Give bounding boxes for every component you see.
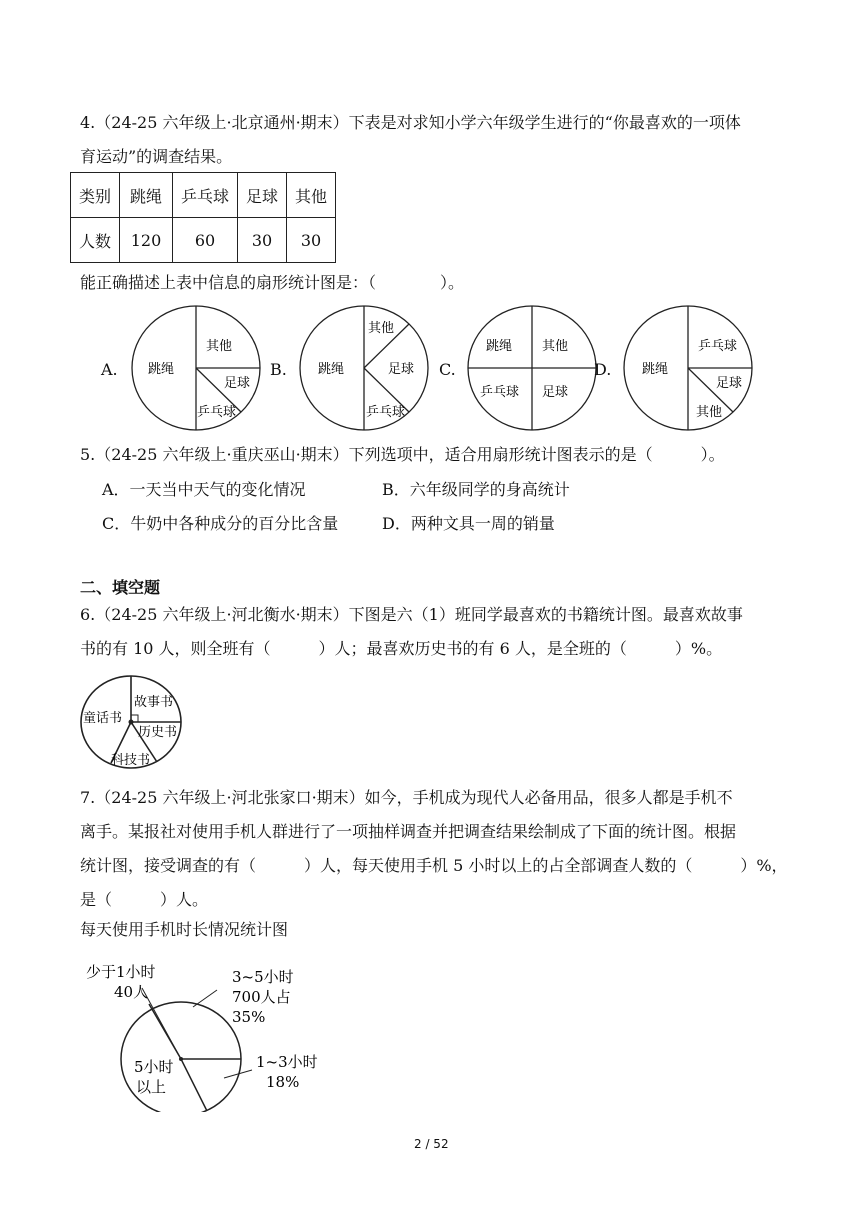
q5-option-d[interactable]: D．两种文具一周的销量: [382, 514, 555, 533]
table-cell: 120: [120, 218, 173, 263]
pie-label: 跳绳: [318, 362, 345, 377]
table-cell: 跳绳: [120, 173, 173, 218]
table-cell: 60: [173, 218, 238, 263]
q7-line1: 7.（24-25 六年级上·河北张家口·期末）如今，手机成为现代人必备用品，很多人都是手机不: [80, 788, 733, 807]
chart-label: 18%: [266, 1073, 300, 1091]
pie-label: 跳绳: [486, 339, 513, 354]
q7-line4: 是（ ）人。: [80, 890, 209, 909]
pie-label: 历史书: [138, 725, 178, 740]
chart-label: 5小时: [134, 1058, 174, 1076]
option-b-letter[interactable]: B.: [270, 360, 287, 379]
option-d-pie[interactable]: [622, 304, 756, 432]
q7-line3: 统计图，接受调查的有（ ）人，每天使用手机 5 小时以上的占全部调查人数的（ ）%，: [80, 856, 788, 875]
q6-line1: 6.（24-25 六年级上·河北衡水·期末）下图是六（1）班同学最喜欢的书籍统计图。最喜欢故事: [80, 605, 743, 624]
table-row: [71, 218, 336, 263]
chart-label: 1~3小时: [256, 1053, 318, 1071]
q4-table: [70, 172, 336, 263]
pie-label: 足球: [388, 362, 415, 377]
table-cell: 乒乓球: [173, 173, 238, 218]
pie-label: 乒乓球: [698, 339, 738, 354]
pie-label: 其他: [206, 339, 233, 354]
pie-label: 跳绳: [148, 362, 175, 377]
table-cell: 30: [287, 218, 336, 263]
pie-label: 足球: [224, 376, 251, 391]
table-cell: 足球: [238, 173, 287, 218]
pie-label: 乒乓球: [197, 405, 237, 420]
option-b-pie[interactable]: [298, 304, 432, 432]
option-d-letter[interactable]: D.: [594, 360, 612, 379]
chart-label: 700人占: [232, 988, 291, 1006]
pie-label: 乒乓球: [366, 405, 406, 420]
table-cell: 类别: [71, 173, 120, 218]
pie-label: 故事书: [134, 695, 174, 710]
pie-label: 足球: [542, 385, 569, 400]
option-c-pie[interactable]: [466, 304, 600, 432]
option-a-letter[interactable]: A.: [101, 360, 118, 379]
pie-label: 足球: [716, 376, 743, 391]
chart-label: 以上: [136, 1078, 167, 1096]
q7-chart-title: 每天使用手机时长情况统计图: [80, 920, 289, 939]
q5-line1: 5.（24-25 六年级上·重庆巫山·期末）下列选项中，适合用扇形统计图表示的是（ ）。: [80, 445, 725, 464]
table-row: [71, 173, 336, 218]
chart-label: 少于1小时: [86, 963, 156, 981]
pie-label: 乒乓球: [480, 385, 520, 400]
table-cell: 30: [238, 218, 287, 263]
chart-label: 35%: [232, 1008, 266, 1026]
pie-label: 其他: [368, 321, 395, 336]
pie-label: 童话书: [83, 711, 123, 726]
q5-option-c[interactable]: C．牛奶中各种成分的百分比含量: [102, 514, 339, 533]
chart-label: 40人: [114, 983, 149, 1001]
q5-option-b[interactable]: B．六年级同学的身高统计: [382, 480, 570, 499]
section-heading: 二、填空题: [80, 578, 161, 597]
pie-label: 科技书: [111, 753, 151, 768]
pie-label: 跳绳: [642, 362, 669, 377]
q6-pie-chart: [78, 674, 188, 774]
page-number: 2 / 52: [414, 1137, 449, 1151]
pie-label: 其他: [542, 339, 569, 354]
option-a-pie[interactable]: [130, 304, 264, 432]
pie-label: 其他: [696, 405, 723, 420]
q7-pie-chart: [80, 952, 340, 1112]
table-cell: 其他: [287, 173, 336, 218]
q4-line2: 育运动”的调查结果。: [80, 147, 233, 166]
table-cell: 人数: [71, 218, 120, 263]
q4-line1: 4.（24-25 六年级上·北京通州·期末）下表是对求知小学六年级学生进行的“你最喜欢的一项体: [80, 113, 741, 132]
q4-question: 能正确描述上表中信息的扇形统计图是：（ ）。: [80, 273, 465, 292]
chart-label: 3~5小时: [232, 968, 294, 986]
q7-line2: 离手。某报社对使用手机人群进行了一项抽样调查并把调查结果绘制成了下面的统计图。根据: [80, 822, 737, 841]
q6-line2: 书的有 10 人，则全班有（ ）人；最喜欢历史书的有 6 人，是全班的（ ）%。: [80, 639, 723, 658]
q5-option-a[interactable]: A．一天当中天气的变化情况: [102, 480, 306, 499]
option-c-letter[interactable]: C.: [439, 360, 456, 379]
